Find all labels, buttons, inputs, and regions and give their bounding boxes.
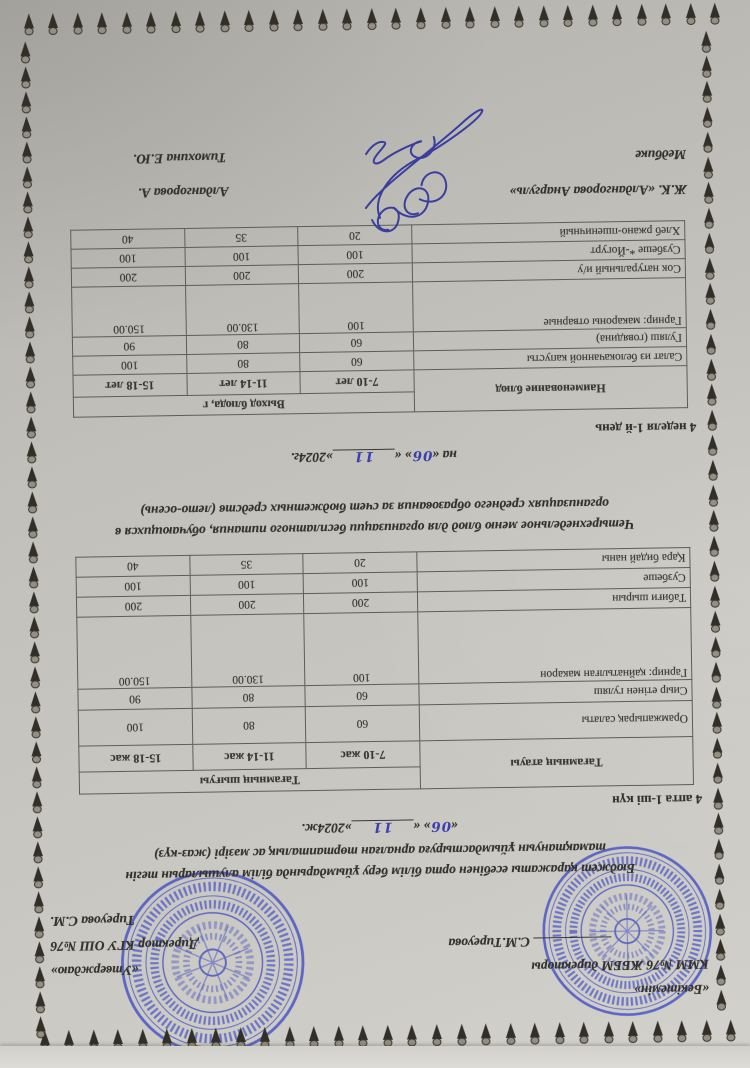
dish-output-cell: 200 — [71, 266, 185, 287]
dish-output-cell: 60 — [305, 705, 419, 743]
column-header-age-group: 11-14 лет — [187, 372, 301, 396]
dish-output-cell: 80 — [192, 707, 306, 745]
column-header-output: Тағамның шығуы — [79, 767, 420, 794]
dish-output-cell: 100 — [298, 244, 412, 265]
dish-name-cell: Табиғи шырын — [417, 588, 691, 612]
date-text: » « — [413, 819, 431, 835]
dish-name-cell: Сузбеше *-Йогурт — [412, 240, 685, 263]
dish-name-cell: Қара бидай наны — [417, 548, 691, 572]
dish-name-cell: Сиыр етінен гуляш — [419, 680, 693, 705]
dish-output-cell: 40 — [76, 555, 190, 577]
dish-output-cell: 80 — [191, 686, 305, 709]
dish-output-cell: 130.00 — [190, 614, 305, 688]
approval-ru-name: Тиреуова С.М. — [49, 912, 135, 930]
handwritten-day: 06 — [430, 817, 452, 835]
date-text: »2024г. — [290, 449, 333, 466]
column-header-dish-name: Наименование блюд — [414, 366, 688, 412]
nurse-name: Тимохина Е.Ю. — [132, 150, 227, 167]
menu-table-row — [77, 608, 692, 690]
handwritten-day: 06 — [411, 447, 433, 464]
approval-kk-role: КММ №76 ЖББМ директоры — [531, 956, 709, 975]
dish-output-cell: 60 — [300, 351, 414, 372]
menu-table-row — [72, 278, 687, 338]
company-label: Ж.К. «Алдангорова Анаргуль» — [509, 182, 687, 200]
menu-table-kk — [75, 547, 694, 795]
dish-output-cell: 100 — [78, 708, 192, 746]
approval-kk-name: С.М.Тиреуова — [448, 934, 530, 951]
menu-ru-title — [29, 491, 720, 544]
approval-block-kk — [448, 926, 709, 1005]
signature-line — [533, 936, 611, 952]
dish-output-cell: 200 — [304, 592, 418, 614]
dish-name-cell: Гарнир: қайнатылған макарон — [417, 608, 691, 684]
dish-name-cell: Гарнир: макароны отварные — [412, 278, 686, 332]
dish-output-cell: 60 — [300, 332, 414, 353]
menu-table-ru — [70, 220, 688, 418]
menu-ru-date — [29, 443, 719, 470]
approval-ru-role: Директор КГУ ОШ №76 — [50, 936, 199, 955]
approval-block-ru — [50, 904, 301, 983]
dish-output-cell: 100 — [299, 282, 413, 334]
company-signatory-name: Алдангорова А. — [137, 184, 229, 201]
dish-output-cell: 60 — [305, 684, 419, 707]
date-text: » « — [394, 448, 412, 464]
dish-output-cell: 130.00 — [185, 284, 299, 336]
dish-output-cell: 200 — [76, 595, 190, 617]
menu-kk-title-line2: тамақтануын ұйымдастыруға арналған төртапталық ас мәзірі (жаз-күз) — [153, 840, 607, 863]
column-header-dish-name: Тағамның атауы — [420, 737, 694, 789]
dish-output-cell: 150.00 — [72, 285, 186, 337]
dish-name-cell: Салат из белокачанной капусты — [413, 347, 686, 370]
dish-output-cell: 100 — [73, 354, 187, 375]
column-header-age-group: 15-18 жас — [79, 744, 193, 772]
menu-ru-title-line2: организациях среднего образования за счет бюджетных средств (лето-осень) — [140, 496, 610, 519]
dish-output-cell: 100 — [190, 574, 304, 596]
dish-output-cell: 200 — [185, 265, 299, 286]
dish-output-cell: 100 — [76, 575, 190, 597]
dish-output-cell: 90 — [78, 687, 192, 710]
dish-output-cell: 100 — [304, 612, 419, 686]
dish-output-cell: 35 — [189, 554, 303, 576]
column-header-age-group: 7-10 жас — [306, 741, 420, 769]
dish-name-cell: Гуляш (говядина) — [413, 328, 686, 351]
menu-kk-title — [35, 835, 726, 888]
dish-output-cell: 80 — [186, 353, 300, 374]
column-header-age-group: 15-18 лет — [73, 373, 187, 397]
approval-kk-title: «Бекітемін» — [633, 981, 710, 998]
approval-ru-title: «Утверждаю» — [50, 962, 139, 980]
date-text: на « — [432, 447, 457, 464]
column-header-age-group: 7-10 лет — [300, 370, 414, 394]
menu-ru-day-label: 4 неделя 1-й день — [595, 419, 697, 437]
dish-name-cell: Сузбеше — [417, 568, 691, 592]
handwritten-month: 11 — [353, 448, 375, 465]
date-text: « — [450, 818, 458, 834]
dish-output-cell: 35 — [184, 227, 298, 248]
dish-output-cell: 90 — [72, 335, 186, 356]
menu-ru-title-line1: Четырехнедельное меню блюд для организации бесплатного питания, обучающихся в — [114, 516, 635, 541]
dish-output-cell: 200 — [298, 263, 412, 284]
nurse-label: Медбике — [635, 147, 687, 163]
dish-output-cell: 100 — [303, 572, 417, 594]
ink-signature-nurse — [358, 125, 449, 172]
dish-output-cell: 20 — [303, 552, 417, 574]
column-header-age-group: 11-14 жас — [192, 743, 306, 771]
dish-output-cell: 40 — [71, 228, 185, 249]
dish-output-cell: 200 — [190, 594, 304, 616]
dish-name-cell: Орамжапырақ салаты — [419, 701, 693, 741]
handwritten-month: 11 — [371, 818, 393, 836]
dish-name-cell: Хлеб ржано-пшеничный — [411, 221, 684, 244]
dish-output-cell: 20 — [298, 225, 412, 246]
paper-fold-strip — [0, 1046, 750, 1068]
dish-output-cell: 150.00 — [77, 615, 192, 689]
dish-name-cell: Сок натуральный и/у — [412, 259, 685, 282]
dish-output-cell: 100 — [185, 246, 299, 267]
column-header-output: Выход блюда, г — [73, 392, 414, 417]
date-text: »2024ж. — [301, 820, 352, 837]
menu-kk-day-label: 4 апта 1-ші күн — [612, 791, 703, 809]
dish-output-cell: 100 — [71, 247, 185, 268]
dish-output-cell: 80 — [186, 334, 300, 355]
menu-kk-title-line1: Бюджет қаражаты есебінен орта білім беру ұйымдарында білім алушыларын тегін — [125, 860, 636, 884]
